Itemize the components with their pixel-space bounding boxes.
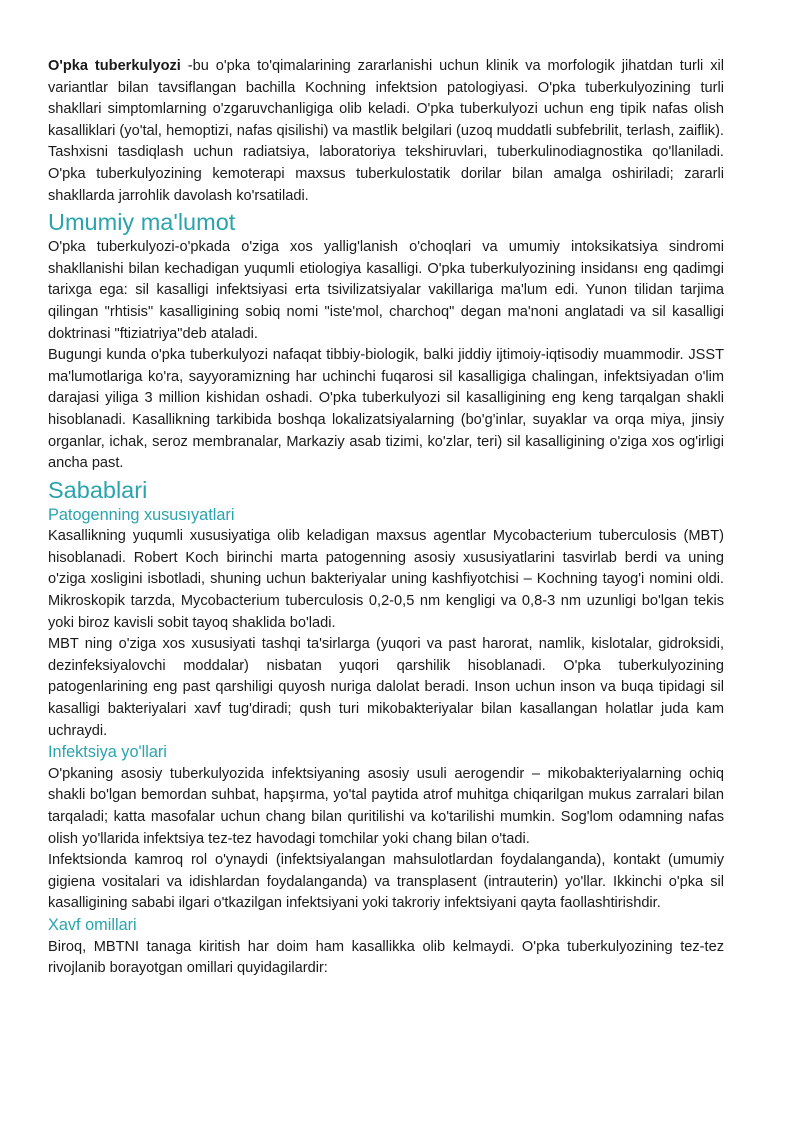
intro-term: O'pka tuberkulyozi bbox=[48, 58, 181, 74]
intro-paragraph bbox=[48, 56, 724, 207]
document-page bbox=[48, 56, 724, 980]
general-paragraph-1: O'pka tuberkulyozi-o'pkada o'ziga xos yallig'lanish o'choqlari va umumiy intoksikatsiya sindromi shakllanishi bilan kechadigan yuqumli etiologiya kasalligi. O'pka tuberkulyozining insidansı eng qadimgi tarixga ega: sil kasalligi infektsiyasi erta tsivilizatsiyalar vakillariga ma'lum edi. Yunon tilidan tarjima qilingan "rhtisis" kasalligining sobiq nomi "iste'mol, charchoq" degan ma'noni anglatadi va sil kasalligi doktrinasi "ftiziatriya"deb ataladi. bbox=[48, 239, 724, 342]
section-heading-causes: Sabablari bbox=[48, 476, 148, 503]
section-heading-general: Umumiy ma'lumot bbox=[48, 209, 236, 236]
risk-paragraph-1: Biroq, MBTNI tanaga kiritish har doim ham kasallikka olib kelmaydi. O'pka tuberkulyozining tez-tez rivojlanib borayotgan omillari quyidagilardir: bbox=[48, 938, 724, 977]
subheading-risk-factors: Xavf omillari bbox=[48, 915, 137, 934]
subheading-infection-routes: Infektsiya yo'llari bbox=[48, 743, 167, 762]
routes-paragraph-2: Infektsionda kamroq rol o'ynaydi (infektsiyalangan mahsulotlardan foydalanganda), kontakt (umumiy gigiena vositalari va idishlardan foydalanganda) va transplasent (intrauterin) yo'llar. Ikkinchi o'pka sil kasalligining sababi ilgari o'tkazilgan infektsiyani yoki takroriy infektsiyani qayta faollashtirishdir. bbox=[48, 852, 724, 912]
intro-text: -bu o'pka to'qimalarining zararlanishi uchun klinik va morfologik jihatdan turli xil variantlar bilan tavsiflangan bachilla Kochning infektsion patologiyasi. O'pka tuberkulyozining turli shakllari simptomlarning o'zgaruvchanligiga olib keladi. O'pka tuberkulyozi uchun eng tipik nafas olish kasalliklari (yo'tal, hemoptizi, nafas qisilishi) va mastlik belgilari (uzoq muddatli subfebrilit, terlash, zaiflik). Tashxisni tasdiqlash uchun radiatsiya, laboratoriya tekshiruvlari, tuberkulinodiagnostika qo'llaniladi. O'pka tuberkulyozining kemoterapi maxsus tuberkulostatik dorilar bilan amalga oshiriladi; zararli shakllarda jarrohlik davolash ko'rsatiladi. bbox=[48, 58, 724, 204]
pathogen-paragraph-1: Kasallikning yuqumli xususiyatiga olib keladigan maxsus agentlar Mycobacterium tuberculosis (MBT) hisoblanadi. Robert Koch birinchi marta patogenning asosiy xususiyatlarini tasvirlab berdi va uning o'ziga xosligini isbotladi, shuning uchun bakteriyalar uning kashfiyotchisi – Kochning tayog'i nomini oldi. Mikroskopik tarzda, Mycobacterium tuberculosis 0,2-0,5 nm kengligi va 0,8-3 nm uzunligi bo'lgan tekis yoki biroz kavisli sobit tayoq shaklida bo'ladi. bbox=[48, 528, 724, 631]
routes-paragraph-1: O'pkaning asosiy tuberkulyozida infektsiyaning asosiy usuli aerogendir – mikobakteriyalarning ochiq shakli bo'lgan bemordan suhbat, hapşırma, yo'tal paytida atrof muhitga chiqarilgan mukus zarralari bilan tarqaladi; katta masofalar uchun chang bilan quritilishi va ko'tarilishi mumkin. Sog'lom odamning nafas olish yo'llarida infektsiya tez-tez havodagi tomchilar yoki chang bilan o'tadi. bbox=[48, 765, 724, 847]
general-paragraph-2: Bugungi kunda o'pka tuberkulyozi nafaqat tibbiy-biologik, balki jiddiy ijtimoiy-iqtisodiy muammodir. JSST ma'lumotlariga ko'ra, sayyoramizning har uchinchi fuqarosi sil kasalligiga chalingan, infektsiyadan o'lim darajasi yiliga 3 million kishidan oshadi. O'pka tuberkulyozi sil kasalligining eng keng tarqalgan shakli hisoblanadi. Kasallikning tarkibida boshqa lokalizatsiyalarning (bo'g'inlar, suyaklar va orqa miya, jinsiy organlar, ichak, seroz membranalar, Markaziy asab tizimi, ko'zlar, teri) sil kasalligining o'ziga xos og'irligi ancha past. bbox=[48, 347, 724, 472]
subheading-pathogen: Patogenning xususıyatlari bbox=[48, 505, 235, 524]
pathogen-paragraph-2: MBT ning o'ziga xos xususiyati tashqi ta'sirlarga (yuqori va past harorat, namlik, kislotalar, gidroksidi, dezinfeksiyalovchi moddalar) nisbatan yuqori qarshilik hisoblanadi. O'pka tuberkulyozining patogenlarining eng past qarshiligi quyosh nuriga dalolat beradi. Inson uchun inson va buqa tipidagi sil kasalligi bakteriyalari xavf tug'diradi; qush turi mikobakteriyalar bilan kasallangan holatlar juda kam uchraydi. bbox=[48, 636, 724, 739]
